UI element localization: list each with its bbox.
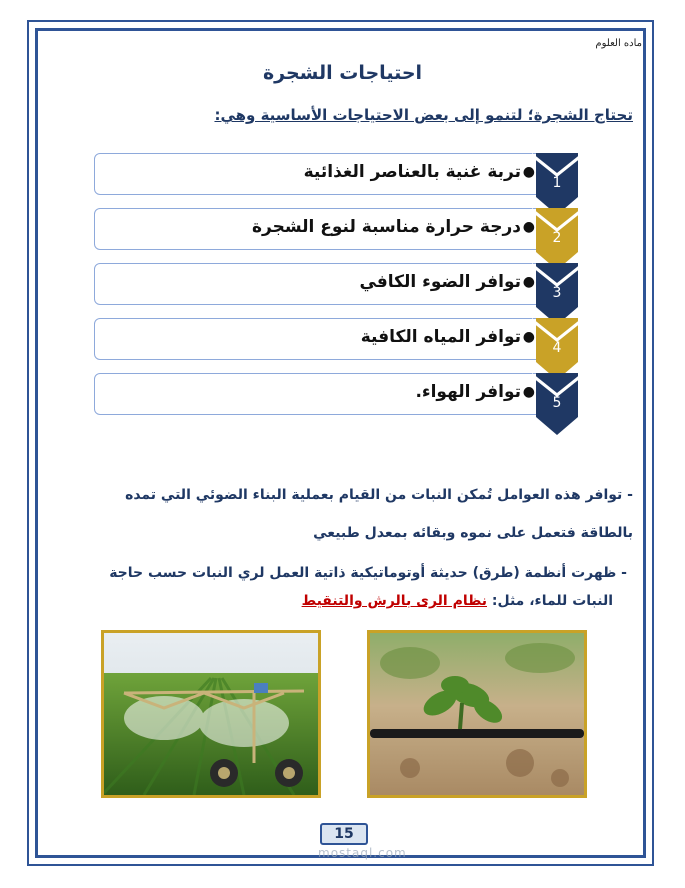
paragraph-1-line-2: بالطاقة فتعمل على نموه وبقائه بمعدل طبيعي [313,525,633,541]
paragraph-2-line-1: - ظهرت أنظمة (طرق) حديثة أوتوماتيكية ذاتية العمل لري النبات حسب حاجة [109,565,627,581]
page-number: 15 [334,826,354,842]
paragraph-2-prefix: النبات للماء، مثل: [487,593,613,609]
irrigation-highlight: نظام الرى بالرش والتنقيط [301,593,487,609]
bullet-icon: ● [522,329,535,345]
bullet-icon: ● [522,274,535,290]
paragraph-1-line-1: - توافر هذه العوامل تُمكن النبات من القيام بعملية البناء الضوئي التي تمده [125,487,633,503]
need-item-2 [94,208,548,250]
need-text: توافر الهواء. [415,382,521,402]
number-chevron-5 [532,373,582,439]
watermark-text: mostaql.com [318,846,407,860]
paragraph-2-line-2 [302,584,613,618]
intro-text: تحتاج الشجرة؛ لتنمو إلى بعض الاحتياجات الأساسية وهي: [214,106,633,124]
bullet-icon: ● [522,164,535,180]
bullet-icon: ● [522,384,535,400]
sprinkler-irrigation-photo [101,630,321,798]
need-item-5 [94,373,548,415]
page-title: احتياجات الشجرة [262,62,423,84]
need-text: توافر المياه الكافية [360,327,521,347]
need-item-3 [94,263,548,305]
number-label: 1 [552,175,562,191]
need-text: توافر الضوء الكافي [359,272,521,292]
page-number-badge [320,823,368,845]
bullet-icon: ● [522,219,535,235]
need-item-1 [94,153,548,195]
need-text: درجة حرارة مناسبة لنوع الشجرة [251,217,521,237]
subject-header: ماده العلوم [595,38,642,49]
need-item-4 [94,318,548,360]
number-label: 3 [552,285,562,301]
drip-irrigation-photo [367,630,587,798]
need-text: تربة غنية بالعناصر الغذائية [303,162,521,182]
number-label: 4 [552,340,562,356]
number-label: 2 [552,230,562,246]
number-label: 5 [552,395,562,411]
